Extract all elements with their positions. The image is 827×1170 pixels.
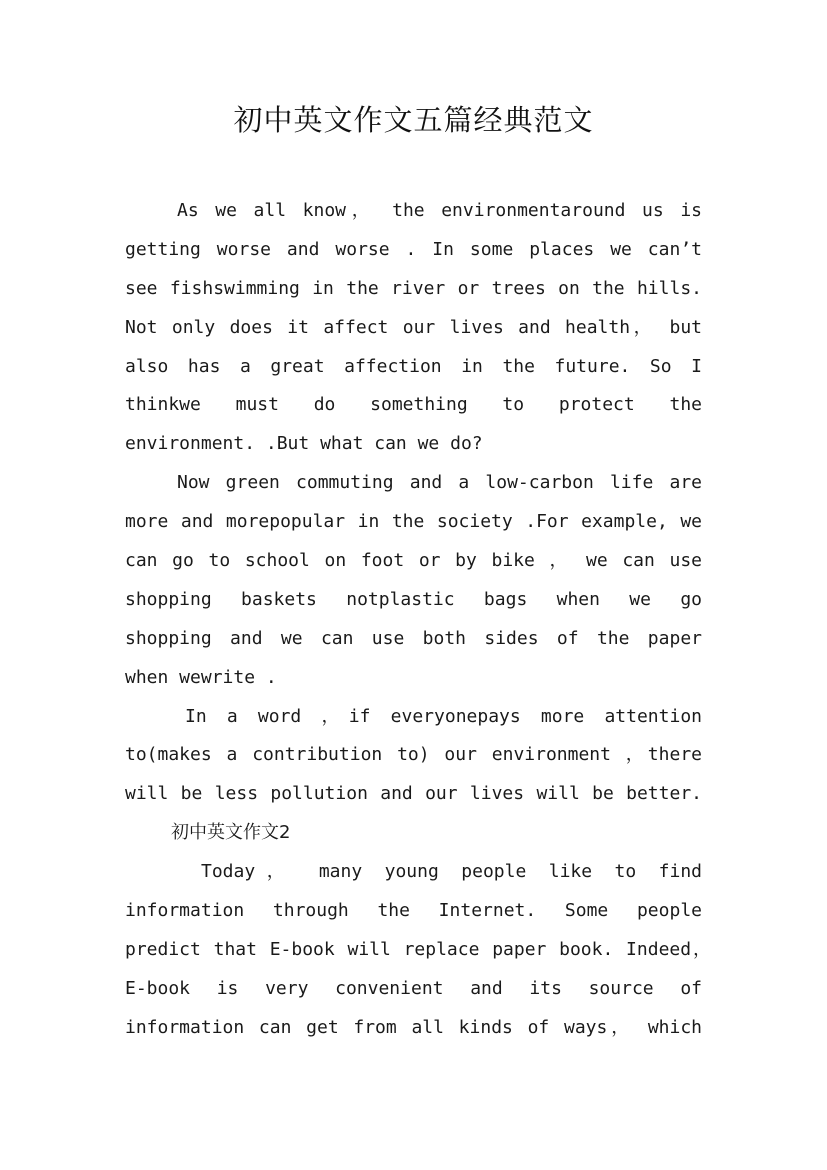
essay-line: can go to school on foot or by bike ， we can use <box>125 550 702 572</box>
essay-line: to(makes a contribution to) our environment ，there <box>125 744 702 766</box>
essay-line: predict that E-book will replace paper book. Indeed， <box>125 938 711 960</box>
essay-line: will be less pollution and our lives will be better. <box>125 783 702 805</box>
essay-line: see fishswimming in the river or trees on the hills. <box>125 277 702 299</box>
essay-line: when wewrite . <box>125 666 277 688</box>
essay-line: shopping and we can use both sides of the paper <box>125 627 702 649</box>
essay-line: Today， many young people like to find <box>201 861 702 883</box>
essay-line: As we all know， the environmentaround us is <box>177 200 702 221</box>
essay-line: also has a great affection in the future. So I <box>125 355 702 377</box>
essay-line: information through the Internet. Some people <box>125 900 702 922</box>
essay-line: E-book is very convenient and its source of <box>125 977 702 999</box>
essay-line: Not only does it affect our lives and health， but <box>125 316 702 338</box>
essay-line: environment. .But what can we do? <box>125 433 483 455</box>
document-body <box>125 192 711 1048</box>
section-heading: 初中英文作文2 <box>171 822 291 844</box>
essay-line: information can get from all kinds of ways， which <box>125 1016 702 1038</box>
essay-line: shopping baskets notplastic bags when we go <box>125 588 702 610</box>
essay-line: In a word ，if everyonepays more attention <box>185 705 702 727</box>
essay-line: Now green commuting and a low-carbon life are <box>177 472 702 494</box>
essay-line: getting worse and worse . In some places we can’t <box>125 238 702 260</box>
document-title: 初中英文作文五篇经典范文 <box>233 103 594 137</box>
essay-line: thinkwe must do something to protect the <box>125 394 702 416</box>
essay-line: more and morepopular in the society .For example, we <box>125 511 702 533</box>
